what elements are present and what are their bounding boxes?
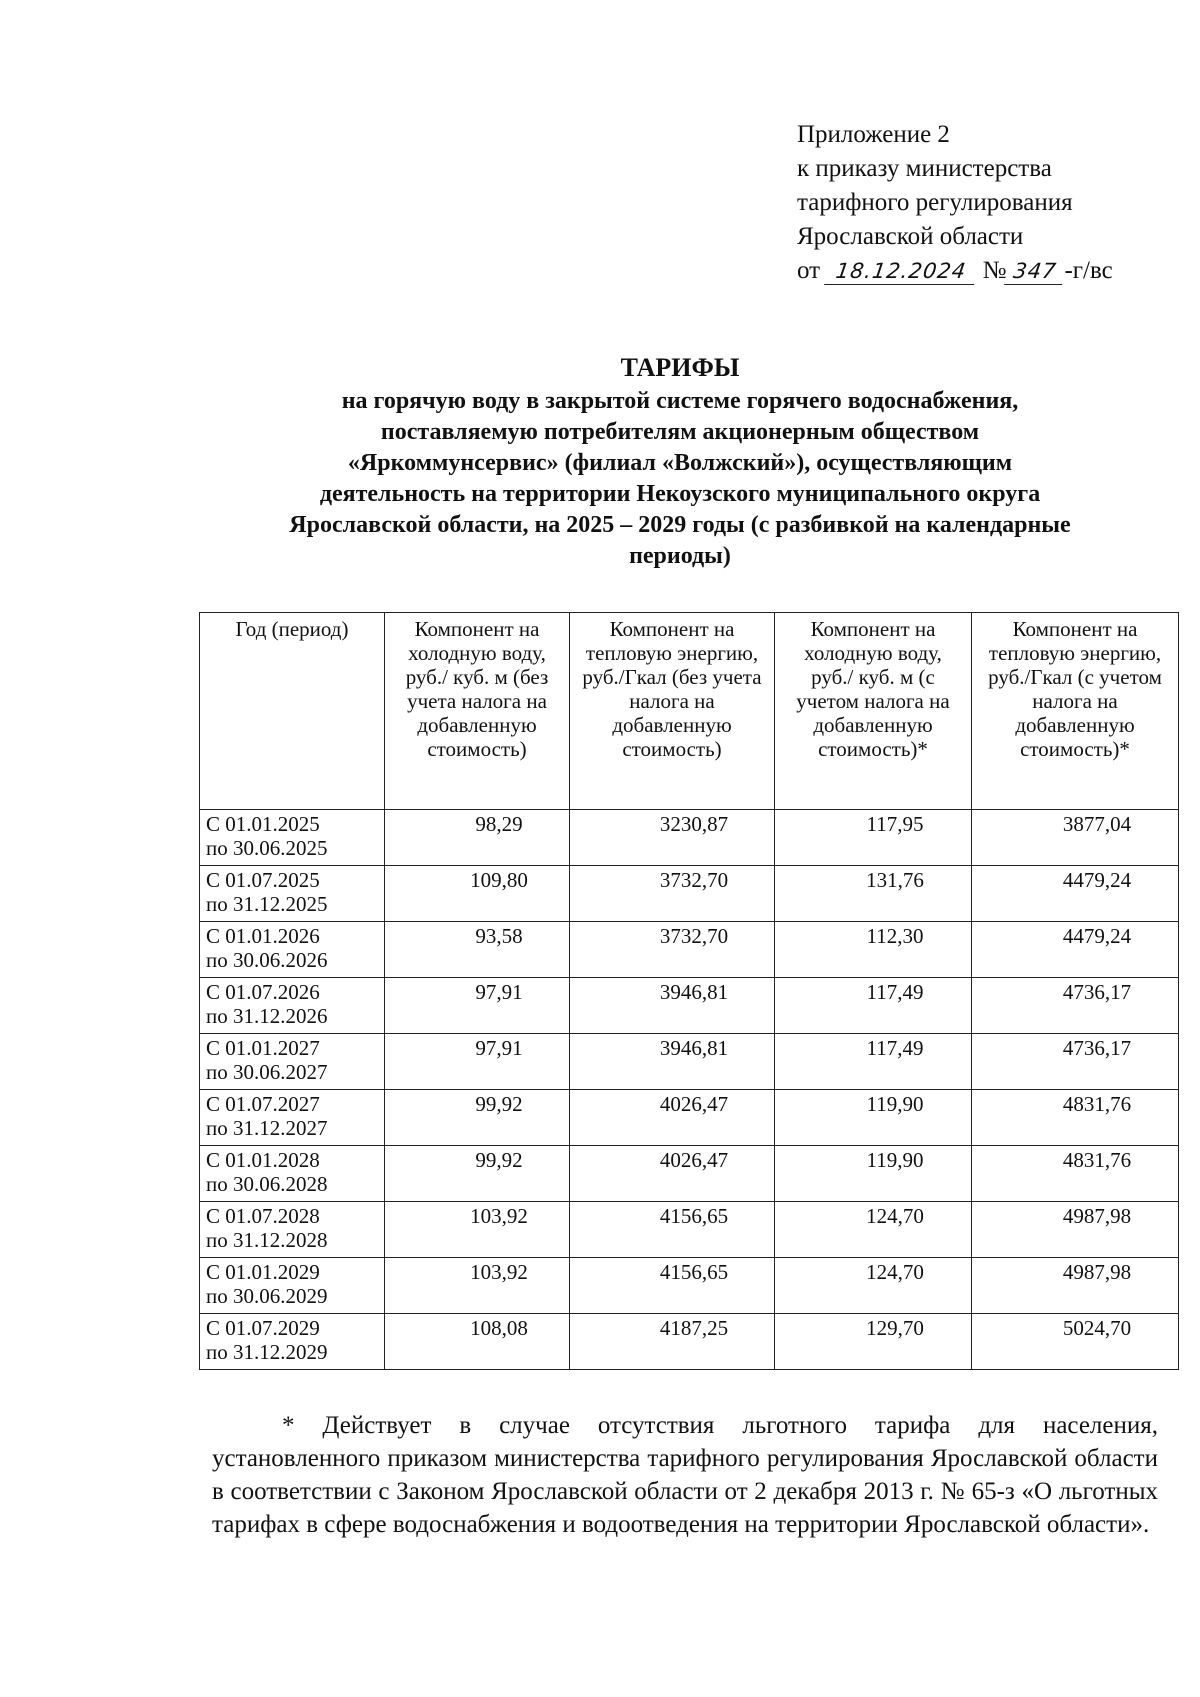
tariffs-table (199, 612, 1179, 1370)
cell-value (972, 978, 1179, 1034)
value-text: 4736,17 (1062, 980, 1132, 1004)
period-from: С 01.01.2029 (206, 1260, 320, 1284)
cell-period (200, 1202, 385, 1258)
period-to: по 30.06.2029 (206, 1284, 328, 1308)
cell-value (385, 1034, 570, 1090)
value-text: 131,76 (866, 868, 924, 892)
cell-value (972, 810, 1179, 866)
value-text: 99,92 (475, 1148, 523, 1172)
cell-period (200, 1258, 385, 1314)
cell-value (385, 922, 570, 978)
cell-value (972, 866, 1179, 922)
period-to: по 30.06.2025 (206, 836, 328, 860)
value-text: 93,58 (475, 924, 523, 948)
cell-value (570, 1034, 775, 1090)
cell-value (775, 1146, 972, 1202)
cell-value (775, 1034, 972, 1090)
value-text: 108,08 (470, 1316, 528, 1340)
appendix-order-ref: к приказу министерства (797, 155, 1052, 182)
value-text: 119,90 (866, 1148, 924, 1172)
cell-value (570, 1258, 775, 1314)
header-period: Год (период) (200, 613, 385, 810)
value-text: 4479,24 (1062, 868, 1132, 892)
cell-value (570, 1314, 775, 1370)
period-to: по 31.12.2027 (206, 1116, 328, 1140)
table-body (200, 810, 1179, 1370)
value-text: 103,92 (470, 1260, 528, 1284)
value-text: 97,91 (475, 980, 523, 1004)
value-text: 4831,76 (1062, 1092, 1132, 1116)
header-cold-water-net: Компонент на холодную воду, руб./ куб. м (без учета налога на добавленную стоимость) (385, 613, 570, 810)
title-line-3: «Яркоммунсервис» (филиал «Волжский»), осуществляющим (347, 450, 1013, 476)
cell-value (972, 1258, 1179, 1314)
table-row (200, 1034, 1179, 1090)
value-text: 4831,76 (1062, 1148, 1132, 1172)
cell-value (972, 1146, 1179, 1202)
cell-period (200, 1034, 385, 1090)
appendix-date-line (797, 254, 1113, 288)
cell-value (385, 1258, 570, 1314)
appendix-number: Приложение 2 (797, 121, 950, 148)
appendix-ministry: тарифного регулирования (797, 189, 1073, 216)
cell-value (570, 1146, 775, 1202)
cell-value (570, 922, 775, 978)
number-suffix: -г/вс (1064, 257, 1113, 284)
title-line-4: деятельность на территории Некоузского муниципального округа (319, 481, 1041, 507)
cell-value (385, 866, 570, 922)
period-to: по 30.06.2026 (206, 948, 328, 972)
table-row (200, 1258, 1179, 1314)
value-text: 3732,70 (659, 868, 729, 892)
value-text: 4156,65 (659, 1260, 729, 1284)
value-text: 103,92 (470, 1204, 528, 1228)
value-text: 124,70 (866, 1204, 924, 1228)
cell-period (200, 1146, 385, 1202)
cell-value (775, 1202, 972, 1258)
value-text: 4187,25 (659, 1316, 729, 1340)
value-text: 117,95 (866, 812, 924, 836)
table-row (200, 1314, 1179, 1370)
table-row (200, 1090, 1179, 1146)
table-header-row (200, 613, 1179, 810)
value-text: 117,49 (866, 980, 924, 1004)
cell-period (200, 922, 385, 978)
value-text: 124,70 (866, 1260, 924, 1284)
document-title (200, 352, 1160, 572)
period-from: С 01.07.2025 (206, 868, 320, 892)
value-text: 117,49 (866, 1036, 924, 1060)
cell-value (385, 978, 570, 1034)
handwritten-date: 18.12.2024 (824, 258, 978, 285)
cell-value (775, 1258, 972, 1314)
value-text: 3230,87 (659, 812, 729, 836)
handwritten-number: 347 (1005, 258, 1067, 285)
period-from: С 01.07.2028 (206, 1204, 320, 1228)
title-main: ТАРИФЫ (620, 353, 740, 382)
header-heat-net: Компонент на тепловую энергию, руб./Гкал (без учета налога на добавленную стоимость) (570, 613, 775, 810)
date-prefix: от (797, 257, 821, 284)
cell-value (972, 1314, 1179, 1370)
value-text: 4479,24 (1062, 924, 1132, 948)
cell-value (775, 978, 972, 1034)
period-to: по 31.12.2025 (206, 892, 328, 916)
cell-value (385, 1314, 570, 1370)
period-to: по 30.06.2028 (206, 1172, 328, 1196)
table-row (200, 810, 1179, 866)
title-line-1: на горячую воду в закрытой системе горячего водоснабжения, (341, 388, 1019, 414)
cell-period (200, 866, 385, 922)
cell-value (570, 1202, 775, 1258)
value-text: 3877,04 (1062, 812, 1132, 836)
table-row (200, 922, 1179, 978)
value-text: 4736,17 (1062, 1036, 1132, 1060)
period-from: С 01.07.2029 (206, 1316, 320, 1340)
header-heat-vat: Компонент на тепловую энергию, руб./Гкал (с учетом налога на добавленную стоимость)* (972, 613, 1179, 810)
table-row (200, 866, 1179, 922)
period-from: С 01.01.2028 (206, 1148, 320, 1172)
value-text: 99,92 (475, 1092, 523, 1116)
cell-period (200, 810, 385, 866)
title-line-2: поставляемую потребителям акционерным обществом (380, 419, 980, 445)
period-from: С 01.01.2026 (206, 924, 320, 948)
cell-value (385, 810, 570, 866)
cell-value (570, 978, 775, 1034)
table-row (200, 1146, 1179, 1202)
value-text: 98,29 (475, 812, 523, 836)
value-text: 129,70 (866, 1316, 924, 1340)
cell-value (570, 810, 775, 866)
cell-value (775, 810, 972, 866)
cell-value (385, 1090, 570, 1146)
cell-value (570, 1090, 775, 1146)
value-text: 3946,81 (659, 980, 729, 1004)
period-to: по 31.12.2026 (206, 1004, 328, 1028)
value-text: 3732,70 (659, 924, 729, 948)
cell-value (775, 1314, 972, 1370)
value-text: 4026,47 (659, 1092, 729, 1116)
value-text: 4026,47 (659, 1148, 729, 1172)
cell-value (972, 1034, 1179, 1090)
cell-value (775, 922, 972, 978)
header-cold-water-vat: Компонент на холодную воду, руб./ куб. м (с учетом налога на добавленную стоимость)* (775, 613, 972, 810)
period-from: С 01.01.2027 (206, 1036, 320, 1060)
appendix-region: Ярославской области (797, 223, 1024, 250)
cell-value (385, 1202, 570, 1258)
period-to: по 30.06.2027 (206, 1060, 328, 1084)
value-text: 3946,81 (659, 1036, 729, 1060)
cell-value (775, 866, 972, 922)
value-text: 4987,98 (1062, 1204, 1132, 1228)
value-text: 4156,65 (659, 1204, 729, 1228)
appendix-block (797, 118, 1113, 288)
number-prefix: № (982, 257, 1007, 284)
cell-period (200, 978, 385, 1034)
table-row (200, 978, 1179, 1034)
period-to: по 31.12.2028 (206, 1228, 328, 1252)
cell-value (385, 1146, 570, 1202)
cell-value (972, 1090, 1179, 1146)
value-text: 112,30 (866, 924, 924, 948)
cell-value (570, 866, 775, 922)
table-row (200, 1202, 1179, 1258)
title-line-6: периоды) (629, 543, 731, 569)
period-from: С 01.07.2026 (206, 980, 320, 1004)
period-to: по 31.12.2029 (206, 1340, 328, 1364)
value-text: 109,80 (470, 868, 528, 892)
value-text: 119,90 (866, 1092, 924, 1116)
value-text: 97,91 (475, 1036, 523, 1060)
footnote: * Действует в случае отсутствия льготного тарифа для населения, установленного приказом министерства тарифного регулирования Ярославской области в соответствии с Законом Ярославской области от 2 декабря 2013 г. № 65-з «О льготных тарифах в сфере водоснабжения и водоотведения на территории Ярославской области». (212, 1412, 1158, 1538)
cell-value (972, 1202, 1179, 1258)
value-text: 4987,98 (1062, 1260, 1132, 1284)
value-text: 5024,70 (1062, 1316, 1132, 1340)
cell-period (200, 1090, 385, 1146)
cell-value (775, 1090, 972, 1146)
title-line-5: Ярославской области, на 2025 – 2029 годы (с разбивкой на календарные (289, 512, 1071, 538)
period-from: С 01.01.2025 (206, 812, 320, 836)
cell-value (972, 922, 1179, 978)
cell-period (200, 1314, 385, 1370)
period-from: С 01.07.2027 (206, 1092, 320, 1116)
